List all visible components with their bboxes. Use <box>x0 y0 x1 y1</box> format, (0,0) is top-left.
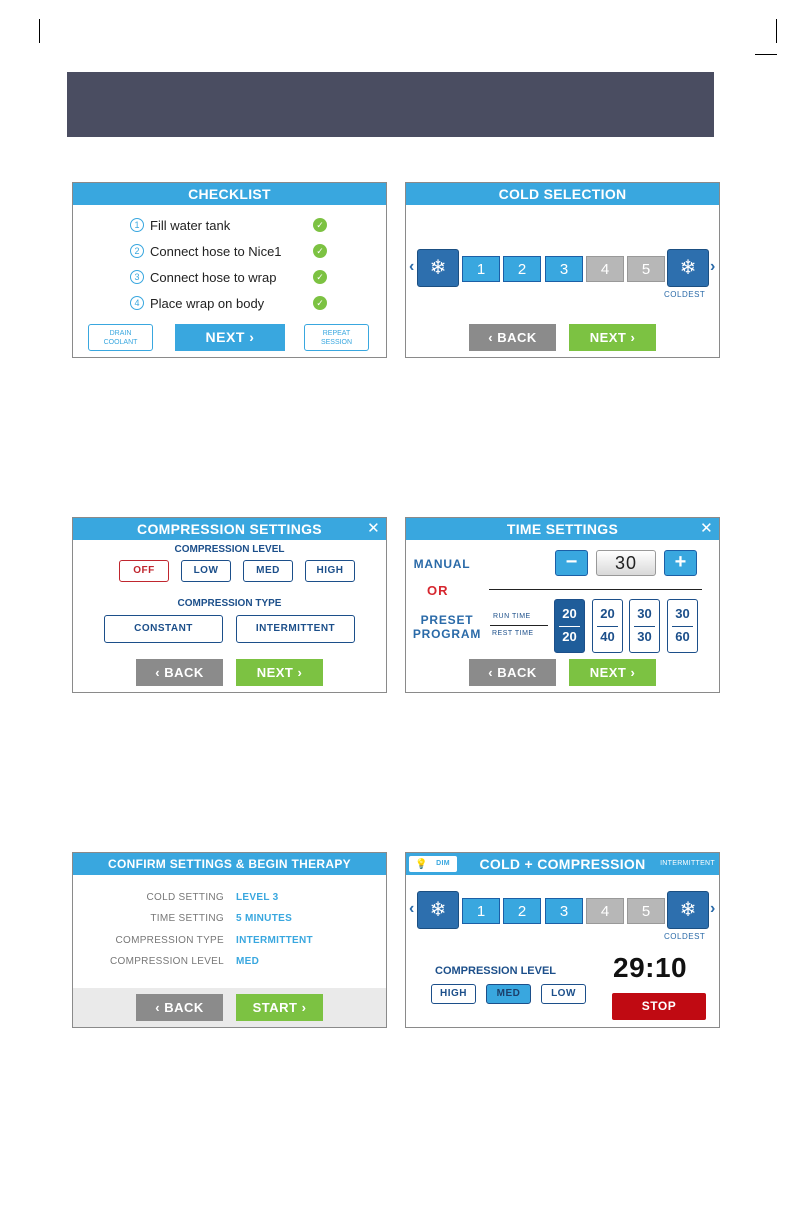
preset-rest: 30 <box>637 629 652 644</box>
drain-label-line1: DRAIN <box>109 330 132 337</box>
preset-rest: 20 <box>562 629 577 644</box>
preset-divider <box>672 626 693 627</box>
confirm-key: TIME SETTING <box>150 913 224 924</box>
cold-level-1[interactable]: 1 <box>462 898 500 924</box>
step-number: 1 <box>130 218 144 232</box>
confirm-value: INTERMITTENT <box>236 935 313 946</box>
rest-time-label: REST TIME <box>492 630 534 637</box>
plus-button[interactable]: + <box>664 550 697 576</box>
constant-button[interactable]: CONSTANT <box>104 615 223 643</box>
check-icon: ✓ <box>313 244 327 258</box>
cold-level-2[interactable]: 2 <box>503 256 541 282</box>
preset-program-label <box>408 613 486 641</box>
time-value-field[interactable]: 30 <box>596 550 656 576</box>
checklist-item <box>130 242 330 260</box>
dim-label: DIM <box>436 860 450 867</box>
compression-type-heading: COMPRESSION TYPE <box>177 598 282 609</box>
cold-level-5[interactable]: 5 <box>627 898 665 924</box>
dim-button[interactable] <box>409 856 457 872</box>
close-icon[interactable]: ✕ <box>367 520 380 537</box>
step-number: 3 <box>130 270 144 284</box>
next-button[interactable]: NEXT › <box>569 659 656 686</box>
back-button[interactable]: ‹ BACK <box>469 659 556 686</box>
compression-settings-panel <box>72 517 387 693</box>
check-icon: ✓ <box>313 270 327 284</box>
checklist-title: CHECKLIST <box>73 183 386 205</box>
confirm-key: COMPRESSION LEVEL <box>109 956 224 967</box>
checklist-item <box>130 216 330 234</box>
cold-selection-title: COLD SELECTION <box>406 183 719 205</box>
snowflake-coldest-icon[interactable]: ❄ <box>667 249 709 287</box>
preset-divider <box>559 626 580 627</box>
next-button[interactable]: NEXT › <box>175 324 285 351</box>
or-label: OR <box>427 583 449 598</box>
preset-divider <box>597 626 618 627</box>
step-number: 4 <box>130 296 144 310</box>
stop-button[interactable]: STOP <box>612 993 706 1020</box>
cold-level-2[interactable]: 2 <box>503 898 541 924</box>
coldest-label: COLDEST <box>664 932 706 941</box>
running-title: COLD + COMPRESSION <box>479 856 646 872</box>
time-title <box>406 518 719 540</box>
step-text: Connect hose to Nice1 <box>150 243 282 259</box>
confirm-footer <box>73 988 386 1028</box>
compression-level-heading: COMPRESSION LEVEL <box>435 965 557 977</box>
confirm-value: MED <box>236 956 260 967</box>
preset-divider <box>634 626 655 627</box>
confirm-row <box>73 935 386 949</box>
drain-coolant-button[interactable] <box>88 324 153 351</box>
preset-run: 20 <box>562 606 577 621</box>
back-button[interactable]: ‹ BACK <box>136 659 223 686</box>
confirm-panel <box>72 852 387 1028</box>
run-time-label: RUN TIME <box>493 613 531 620</box>
coldest-label: COLDEST <box>664 290 706 299</box>
preset-30-60[interactable] <box>667 599 698 653</box>
repeat-label-line1: REPEAT <box>322 330 351 337</box>
running-header <box>406 853 719 875</box>
start-button[interactable]: START › <box>236 994 323 1021</box>
preset-run: 30 <box>637 606 652 621</box>
compression-title <box>73 518 386 540</box>
compression-high-button[interactable]: HIGH <box>305 560 355 582</box>
page-banner <box>67 72 714 137</box>
divider <box>489 589 702 590</box>
cold-level-5[interactable]: 5 <box>627 256 665 282</box>
confirm-value: LEVEL 3 <box>236 892 279 903</box>
chevron-left-icon[interactable]: ‹ <box>409 258 415 275</box>
checklist-panel <box>72 182 387 358</box>
preset-rest: 60 <box>675 629 690 644</box>
confirm-key: COLD SETTING <box>146 892 224 903</box>
crop-mark-left <box>39 19 40 43</box>
confirm-row <box>73 913 386 927</box>
confirm-row <box>73 892 386 906</box>
cold-level-3[interactable]: 3 <box>545 256 583 282</box>
running-panel <box>405 852 720 1028</box>
back-button[interactable]: ‹ BACK <box>469 324 556 351</box>
preset-run: 30 <box>675 606 690 621</box>
next-button[interactable]: NEXT › <box>569 324 656 351</box>
preset-run: 20 <box>600 606 615 621</box>
preset-20-40[interactable] <box>592 599 623 653</box>
confirm-row <box>73 956 386 970</box>
check-icon: ✓ <box>313 218 327 232</box>
confirm-title: CONFIRM SETTINGS & BEGIN THERAPY <box>73 853 386 875</box>
time-settings-panel <box>405 517 720 693</box>
crop-mark-right <box>755 54 777 55</box>
confirm-key: COMPRESSION TYPE <box>115 935 224 946</box>
drain-label-line2: COOLANT <box>103 339 138 346</box>
cold-level-1[interactable]: 1 <box>462 256 500 282</box>
confirm-value: 5 MINUTES <box>236 913 293 924</box>
snowflake-icon[interactable]: ❄ <box>417 891 459 929</box>
check-icon: ✓ <box>313 296 327 310</box>
step-text: Fill water tank <box>150 217 231 233</box>
compression-title-text: COMPRESSION SETTINGS <box>137 521 322 537</box>
chevron-right-icon[interactable]: › <box>710 900 716 917</box>
checklist-item <box>130 294 330 312</box>
cold-level-4[interactable]: 4 <box>586 256 624 282</box>
compression-low-button[interactable]: LOW <box>181 560 231 582</box>
time-title-text: TIME SETTINGS <box>506 521 619 537</box>
chevron-left-icon[interactable]: ‹ <box>409 900 415 917</box>
compression-off-button[interactable]: OFF <box>119 560 169 582</box>
manual-label: MANUAL <box>413 557 471 571</box>
checklist-item <box>130 268 330 286</box>
step-text: Connect hose to wrap <box>150 269 277 285</box>
step-text: Place wrap on body <box>150 295 265 311</box>
chevron-right-icon[interactable]: › <box>710 258 716 275</box>
snowflake-coldest-icon[interactable]: ❄ <box>667 891 709 929</box>
compression-med-button[interactable]: MED <box>243 560 293 582</box>
preset-label-line2: PROGRAM <box>412 627 482 641</box>
preset-rest: 40 <box>600 629 615 644</box>
snowflake-icon[interactable]: ❄ <box>417 249 459 287</box>
cold-level-3[interactable]: 3 <box>545 898 583 924</box>
compression-high-button[interactable]: HIGH <box>431 984 476 1004</box>
preset-20-20[interactable] <box>554 599 585 653</box>
run-rest-divider <box>490 625 548 626</box>
timer-display: 29:10 <box>613 952 688 983</box>
step-number: 2 <box>130 244 144 258</box>
mode-label: INTERMITTENT <box>660 860 715 867</box>
intermittent-button[interactable]: INTERMITTENT <box>236 615 355 643</box>
minus-button[interactable]: − <box>555 550 588 576</box>
repeat-label-line2: SESSION <box>320 339 353 346</box>
back-button[interactable]: ‹ BACK <box>136 994 223 1021</box>
bulb-icon: 💡 <box>415 859 428 870</box>
cold-level-4[interactable]: 4 <box>586 898 624 924</box>
compression-level-heading: COMPRESSION LEVEL <box>174 544 285 555</box>
preset-label-line1: PRESET <box>420 613 474 627</box>
repeat-session-button[interactable] <box>304 324 369 351</box>
close-icon[interactable]: ✕ <box>700 520 713 537</box>
preset-30-30[interactable] <box>629 599 660 653</box>
cold-selection-panel <box>405 182 720 358</box>
crop-mark-right-vertical <box>776 19 777 43</box>
next-button[interactable]: NEXT › <box>236 659 323 686</box>
compression-med-button[interactable]: MED <box>486 984 531 1004</box>
compression-low-button[interactable]: LOW <box>541 984 586 1004</box>
